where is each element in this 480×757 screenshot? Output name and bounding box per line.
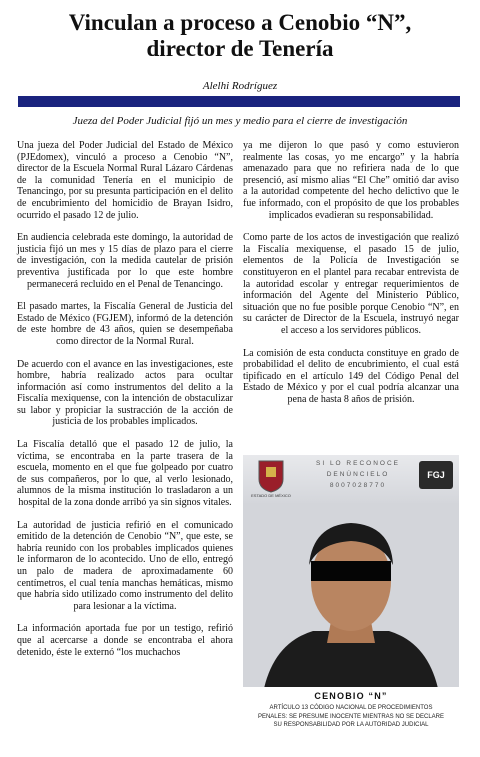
paragraph: ya me dijeron lo que pasó y como estuvieron realmente las cosas, yo me encargo” y la habría amenazado para que no refiriera nada de lo que presenció, así mismo alias “El Che” omitió dar aviso a la autoridad competente del hecho delictivo que le fue informado, con el propósito de que los probables implicados evadieran su responsabilidad. [243, 140, 459, 221]
person-portrait [243, 503, 459, 693]
photo-tagline-1: SI LO RECONOCE [316, 460, 400, 467]
photo-phone-number: 8007028770 [329, 482, 387, 489]
photo-tagline-2: DENÚNCIELO [326, 471, 390, 478]
paragraph: La autoridad de justicia refirió en el comunicado emitido de la detención de Cenobio “N”, que este, se habría reunido con los probables implicados quienes le informaron de lo acontecido. Uno de ello, entregó un palo de madera de aproximadamente 60 centímetros, el cual tenía manchas hemáticas, mismo que habría sido utilizado como instrumento del delito para lesionar a la víctima. [17, 519, 233, 612]
paragraph: En audiencia celebrada este domingo, la autoridad de justicia fijó un mes y 15 días de plazo para el cierre de investigación, con la medida cautelar de prisión preventiva justificada por lo que este hombre permanecerá recluido en el Penal de Tenancingo. [17, 232, 233, 290]
paragraph: El pasado martes, la Fiscalía General de Justicia del Estado de México (FGJEM), informó de la detención de este hombre de 43 años, quien se desempeñaba como director de la Normal Rural. [17, 301, 233, 347]
paragraph: De acuerdo con el avance en las investigaciones, este hombre, habría realizado actos para ocultar información así como instrumentos del delito a la Fiscalía mexiquense, con la intención de obstaculizar su labor y propiciar la sustracción de la acción de justicia de los probables implicados. [17, 358, 233, 428]
legal-notice: ARTÍCULO 13 CÓDIGO NACIONAL DE PROCEDIMIENTOS PENALES: SE PRESUME INOCENTE MIENTRAS NO SE DECLARE SU RESPONSABILIDAD POR LA AUTORIDAD JUDICIAL [257, 705, 445, 728]
author-byline: Alelhi Rodríguez [202, 80, 278, 92]
suspect-photo [243, 455, 459, 745]
paragraph: La información aportada fue por un testigo, refirió que al acercarse a donde se encontraba el ahora detenido, éste le externó “los muchachos [17, 623, 233, 658]
photo-header [243, 455, 459, 503]
suspect-name: CENOBIO “N” [314, 691, 388, 701]
right-column [243, 140, 459, 416]
paragraph: Como parte de los actos de investigación que realizó la Fiscalía mexiquense, el pasado 15 de julio, elementos de la Policía de Investigación se constituyeron en el plantel para recabar entrevista de la autoridad escolar y entregar requerimientos de información del Agente del Ministerio Público, situación que no fue posible porque Cenobio “N”, en su carácter de Director de la Escuela, instruyó negar el acceso a los servidores públicos. [243, 232, 459, 336]
photo-caption [243, 687, 459, 745]
state-seal-icon [257, 459, 285, 493]
blue-divider-bar [18, 96, 460, 107]
headline [10, 10, 470, 62]
left-column [17, 140, 233, 669]
subheadline: Jueza del Poder Judicial fijó un mes y medio para el cierre de investigación [72, 115, 408, 127]
seal-label: ESTADO DE MÉXICO [251, 493, 291, 498]
paragraph: Una jueza del Poder Judicial del Estado de México (PJEdomex), vinculó a proceso a Cenobio “N”, director de la Escuela Normal Rural Lázaro Cárdenas de la comunidad Tenería en el municipio de Tenancingo, por su presunta participación en el delito de encubrimiento del homicidio de Brayan Isidro, ocurrido el pasado 12 de julio. [17, 140, 233, 221]
headline-line-1: Vinculan a proceso a Cenobio “N”, [68, 10, 412, 35]
paragraph: La Fiscalía detalló que el pasado 12 de julio, la víctima, se encontraba en la parte trasera de la escuela, momento en el que fue golpeado por cuatro de sus compañeros, por lo que, al verlo lesionado, alumnos de la misma institución lo trasladaron a un hospital de la zona donde arribó ya sin signos vitales. [17, 439, 233, 509]
paragraph: La comisión de esta conducta constituye en grado de probabilidad el delito de encubrimiento, el cual está tipificado en el artículo 149 del Código Penal del Estado de México y por el cual podría alcanzar una pena de hasta 8 años de prisión. [243, 347, 459, 405]
censor-bar [311, 561, 391, 581]
fgj-logo: FGJ [419, 461, 453, 489]
headline-line-2: director de Tenería [146, 36, 334, 61]
